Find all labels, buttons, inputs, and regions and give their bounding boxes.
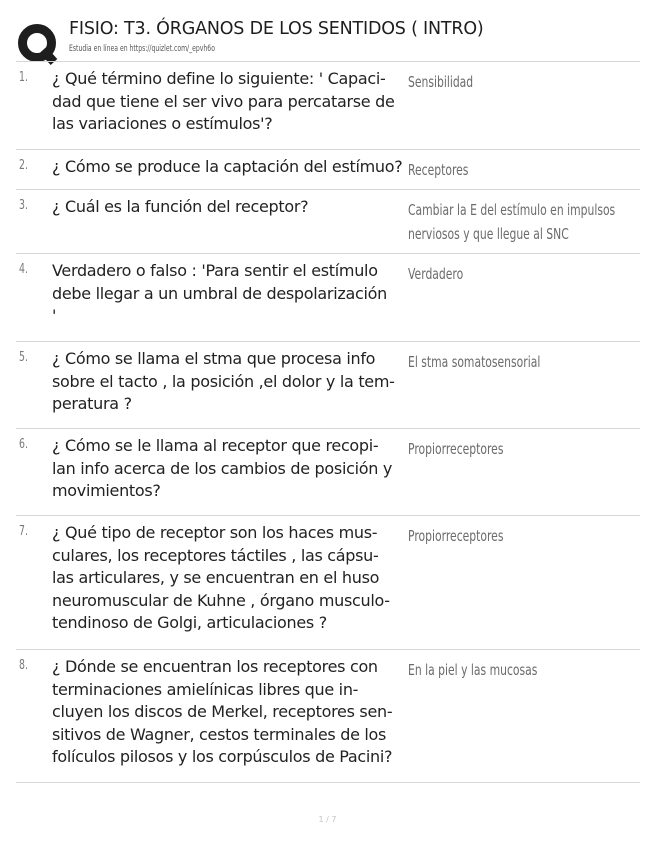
card-number: 8. (19, 658, 28, 673)
card-number: 1. (19, 70, 28, 85)
card-answer: Cambiar la E del estímulo en impulsos nerviosos y que llegue al SNC (408, 201, 616, 243)
card-question: ¿ Cuál es la función del receptor? (52, 197, 309, 216)
flashcard-row (16, 650, 640, 783)
flashcard-row (16, 150, 640, 190)
card-number: 3. (19, 198, 28, 213)
quizlet-logo-icon (16, 22, 60, 66)
card-question: ¿ Cómo se llama el stma que procesa info sobre el tacto , la posición ,el dolor y la tem- peratura ? (52, 349, 395, 413)
card-answer: Propiorreceptores (408, 527, 504, 545)
flashcard-row (16, 254, 640, 342)
flashcard-list (16, 62, 640, 783)
card-question: Verdadero o falso : 'Para sentir el estímulo debe llegar a un umbral de despolarización ' (52, 261, 387, 325)
flashcard-row (16, 429, 640, 516)
card-question: ¿ Cómo se produce la captación del estímuo? (52, 157, 403, 176)
card-question: ¿ Qué término define lo siguiente: ' Capaci- dad que tiene el ser vivo para percatarse de las variaciones o estímulos'? (52, 69, 395, 133)
card-number: 4. (19, 262, 28, 277)
card-answer: Receptores (408, 161, 469, 179)
page-title: FISIO: T3. ÓRGANOS DE LOS SENTIDOS ( INTRO) (69, 19, 484, 39)
flashcard-row (16, 62, 640, 150)
card-number: 7. (19, 524, 28, 539)
flashcard-row (16, 516, 640, 650)
flashcard-row (16, 190, 640, 254)
card-answer: Verdadero (408, 265, 464, 283)
card-answer: El stma somatosensorial (408, 353, 541, 371)
card-question: ¿ Dónde se encuentran los receptores con terminaciones amielínicas libres que in- cluyen los discos de Merkel, receptores sen- sitivos de Wagner, cestos terminales de los folículos pilosos y los corpúsculos de Pacini? (52, 657, 393, 766)
page-subtitle: Estudia en línea en https://quizlet.com/_epvh6o (69, 44, 215, 54)
card-number: 6. (19, 437, 28, 452)
page-header (16, 14, 640, 60)
page-number: 1 / 7 (318, 815, 337, 824)
card-question: ¿ Qué tipo de receptor son los haces mus- culares, los receptores táctiles , las cápsu- las articulares, y se encuentran en el huso neuromuscular de Kuhne , órgano musculo- tendinoso de Golgi, articulaciones ? (52, 523, 390, 632)
card-question: ¿ Cómo se le llama al receptor que recopi- lan info acerca de los cambios de posición y movimientos? (52, 436, 393, 500)
card-answer: En la piel y las mucosas (408, 661, 538, 679)
card-answer: Propiorreceptores (408, 440, 504, 458)
flashcard-row (16, 342, 640, 429)
card-number: 5. (19, 350, 28, 365)
card-number: 2. (19, 158, 28, 173)
card-answer: Sensibilidad (408, 73, 474, 91)
